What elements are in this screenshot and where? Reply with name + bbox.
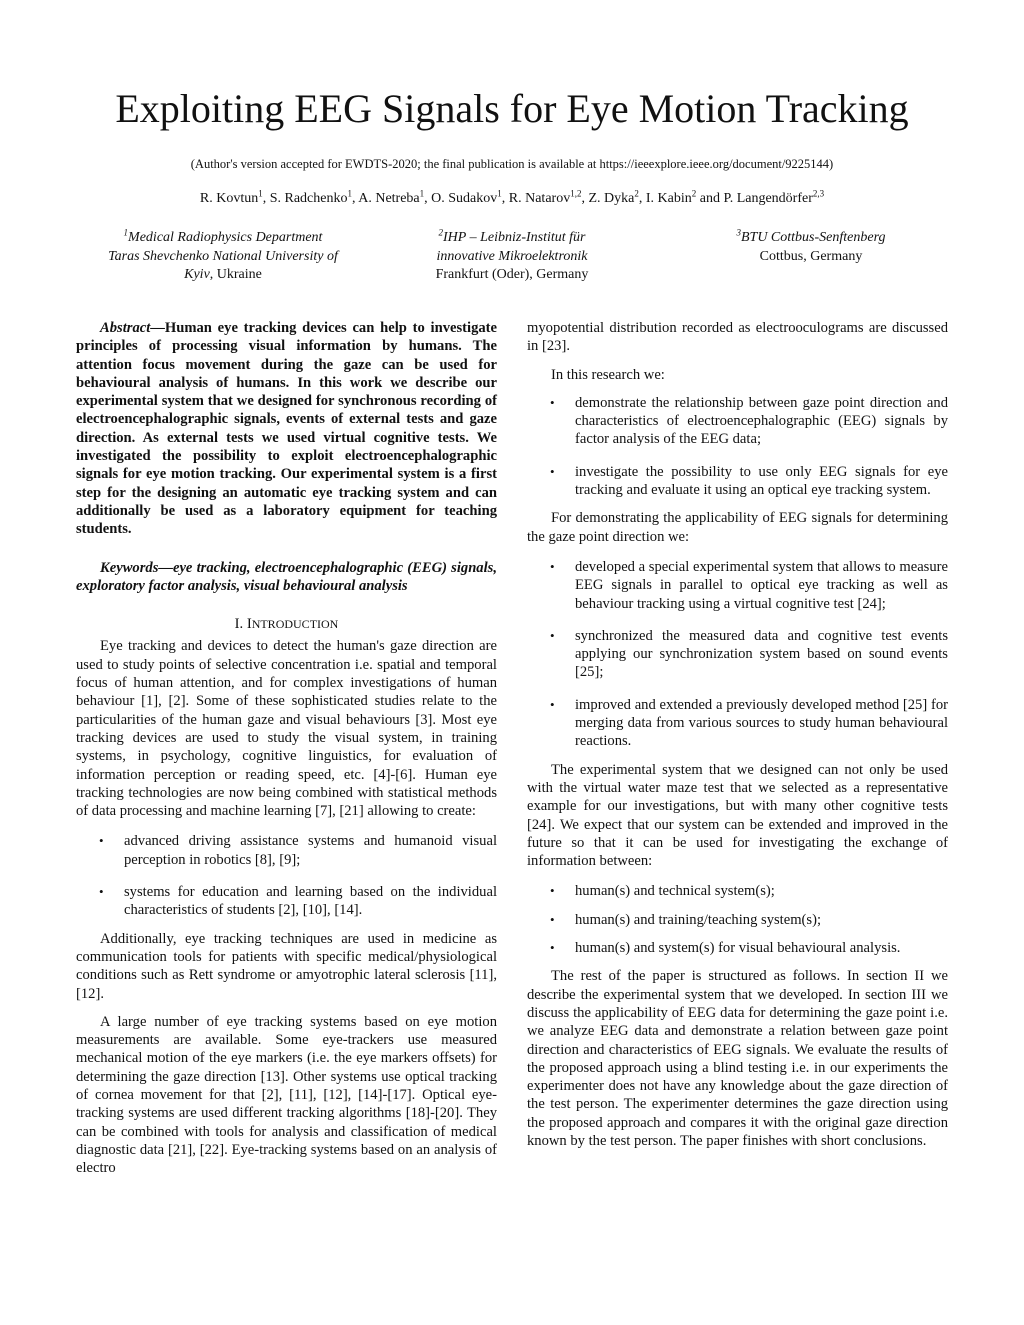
list-item [527,911,948,929]
author-separator: , [424,191,432,206]
list-item-text: improved and extended a previously developed method [25] for merging data from various sources to study human behavioural reactions. [575,696,948,750]
section-title-rest: NTRODUCTION [251,617,339,632]
list-item [527,696,948,751]
abstract-label: Abstract [100,320,151,336]
right-paragraph-4: The experimental system that we designed can not only be used with the virtual water maze test that we selected as a representative example for our investigations, but with many other cognitive tests [24]. We expect that our system can be extended and improved in the future so that it can be used for investigating the exchange of information between: [527,761,948,870]
right-paragraph-5: The rest of the paper is structured as follows. In section II we describe the experimental system that we developed. In section III we discuss the applicability of EEG data for determining the gaze point i.e. we analyze EEG data and demonstrate a relation between gaze point direction and characteristics of EEG signals. We evaluate the results of the proposed approach using a blind testing i.e. in our experiments the experimenter does not have any knowledge about the gaze direction of the test person. The experimenter determines the gaze direction using the proposed approach and compares it with the original gaze direction known by the test person. The paper finishes with short conclusions. [527,968,948,1149]
research-bullet-list [527,394,948,499]
affil-mark: 1 [123,227,129,238]
right-paragraph-2: In this research we: [551,366,665,383]
list-item [76,832,497,869]
abstract-text: —Human eye tracking devices can help to investigate principles of processing visual information by humans. The attention focus movement during the gaze can be used for behavioural analysis of humans. In this work we describe our experimental system that we designed for synchronous recording of electroencephalographic signals, events of external tests and gaze direction. As external tests we used virtual cognitive tests. We investigated the possibility to exploit electroencephalographic signals for eye motion tracking. Our experimental system is a first step for the designing an automatic eye tracking system and can additionally be used as a laboratory equipment for teaching students. [76,320,497,538]
affiliation-1 [73,229,373,285]
affil-line: BTU Cottbus-Senftenberg [740,230,886,245]
author-affil-mark: 1 [419,188,425,199]
list-item [527,939,948,957]
affiliation-3 [661,229,961,266]
author-affil-mark: 1 [347,188,352,199]
author-name: P. Langendörfer [723,191,813,206]
affil-line: , Ukraine [209,267,262,282]
affil-mark: 3 [736,227,741,238]
affil-line: Frankfurt (Oder), Germany [435,267,589,282]
bullet-icon: • [550,911,555,927]
author-name: I. Kabin [645,191,692,206]
abstract [76,319,497,539]
list-item-text: developed a special experimental system that allows to measure EEG signals in parallel to optical eye tracking as well as behaviour tracking using a virtual cognitive test [24]; [575,558,948,612]
affiliation-2 [362,229,662,285]
list-item-text: human(s) and training/teaching system(s); [575,911,822,928]
list-item [527,394,948,449]
section-heading-introduction [76,615,497,633]
keywords [76,559,497,596]
author-name: A. Netreba [358,191,420,206]
affil-line: Taras Shevchenko National University of [108,248,338,264]
demo-bullet-list [527,558,948,751]
affil-line: IHP – Leibniz-Institut für [443,230,586,245]
list-item-text: human(s) and system(s) for visual behavioural analysis. [575,940,901,957]
list-item [527,627,948,682]
list-item [527,558,948,613]
author-separator: , [351,191,359,206]
bullet-icon: • [550,627,555,643]
list-item-text: systems for education and learning based on the individual characteristics of students [2], [10], [14]. [124,884,497,919]
left-column [76,319,497,1177]
keywords-text: —eye tracking, electroencephalographic (EEG) signals, exploratory factor analysis, visual behavioural analysis [76,559,497,594]
author-affil-mark: 1 [497,188,502,199]
list-item-text: advanced driving assistance systems and humanoid visual perception in robotics [8], [9]; [124,833,497,868]
bullet-icon: • [550,394,555,410]
list-item [527,882,948,900]
list-item-text: demonstrate the relationship between gaze point direction and characteristics of electroencephalographic (EEG) signals by factor analysis of the EEG data; [575,394,948,448]
list-item-text: human(s) and technical system(s); [575,883,775,900]
author-separator: , [262,191,270,206]
author-affil-mark: 1,2 [570,188,582,199]
list-item-text: investigate the possibility to use only EEG signals for eye tracking and evaluate it using an optical eye tracking system. [575,463,948,499]
author-list [0,190,1024,208]
author-name: Z. Dyka [588,191,635,206]
bullet-icon: • [550,883,555,899]
author-separator: , [501,191,509,206]
bullet-icon: • [550,558,555,574]
paper-title: Exploiting EEG Signals for Eye Motion Tracking [115,86,909,131]
intro-bullet-list [76,832,497,919]
affil-line: innovative Mikroelektronik [436,248,588,264]
affil-line: Kyiv [184,267,210,282]
bullet-icon: • [550,940,555,956]
author-affil-mark: 1 [258,188,263,199]
affil-mark: 2 [438,227,444,238]
intro-paragraph-2: Additionally, eye tracking techniques are used in medicine as communication tools for patients with specific medical/physiological conditions such as Rett syndrome or amyotrophic lateral sclerosis [11], [12]. [76,930,497,1002]
affil-line: Medical Radiophysics Department [128,230,323,245]
author-name: R. Kovtun [199,191,259,206]
right-column [527,319,948,1150]
author-affil-mark: 2 [634,188,639,199]
bullet-icon: • [99,884,104,900]
author-affil-mark: 2,3 [812,188,825,199]
exchange-bullet-list [527,882,948,957]
bullet-icon: • [99,833,104,849]
list-item [76,883,497,920]
bullet-icon: • [550,696,555,712]
section-number: I. [234,616,247,633]
author-name: R. Natarov [508,191,571,206]
author-separator: , [581,191,589,206]
right-paragraph-3: For demonstrating the applicability of EEG signals for determining the gaze point direction we: [527,510,948,545]
author-affil-mark: 2 [691,188,697,199]
affil-line: Cottbus, Germany [759,248,863,264]
intro-paragraph-3: A large number of eye tracking systems based on eye motion measurements are available. Some eye-trackers use measured mechanical motion of the eye markers (i.e. the eye markers offsets) for determining the gaze direction [13]. Other systems use optical tracking of cornea movement for that [2], [11], [12], [14]-[17]. Optical eye-tracking systems are used different tracking algorithms [18]-[20]. They can be combined with tools for analysis and classification of medical diagnostic data [21], [22]. Eye-tracking systems based on an analysis of electro [76,1013,497,1177]
bullet-icon: • [550,463,555,479]
list-item-text: synchronized the measured data and cognitive test events applying our synchronization system based on sound events [25]; [575,627,948,681]
keywords-label: Keywords [100,559,159,576]
author-separator: , [638,191,646,206]
right-paragraph-1: myopotential distribution recorded as electrooculograms are discussed in [23]. [527,320,948,355]
author-name: O. Sudakov [431,191,498,206]
section-title-initial: I [246,616,252,633]
intro-paragraph-1: Eye tracking and devices to detect the human's gaze direction are used to study points of selective concentration i.e. spatial and temporal focus of human attention, and for complex investigations of human behaviour [1], [2]. Some of these sophisticated studies relate to the particularities of the human gaze and visual behaviours [3]. Most eye tracking devices are used to study the visual system, in training systems, in psychology, cognitive linguistics, for evaluation of information perception or reading speed, etc. [4]-[6]. Human eye tracking technologies are now being combined with statistical methods of data processing and machine learning [7], [21] allowing to create: [76,638,497,820]
author-conjunction: and [696,191,724,206]
list-item [527,463,948,500]
publication-note: (Author's version accepted for EWDTS-2020; the final publication is available at https://ieeexplore.ieee.org/document/9225144) [190,157,834,171]
author-name: S. Radchenko [269,191,348,206]
